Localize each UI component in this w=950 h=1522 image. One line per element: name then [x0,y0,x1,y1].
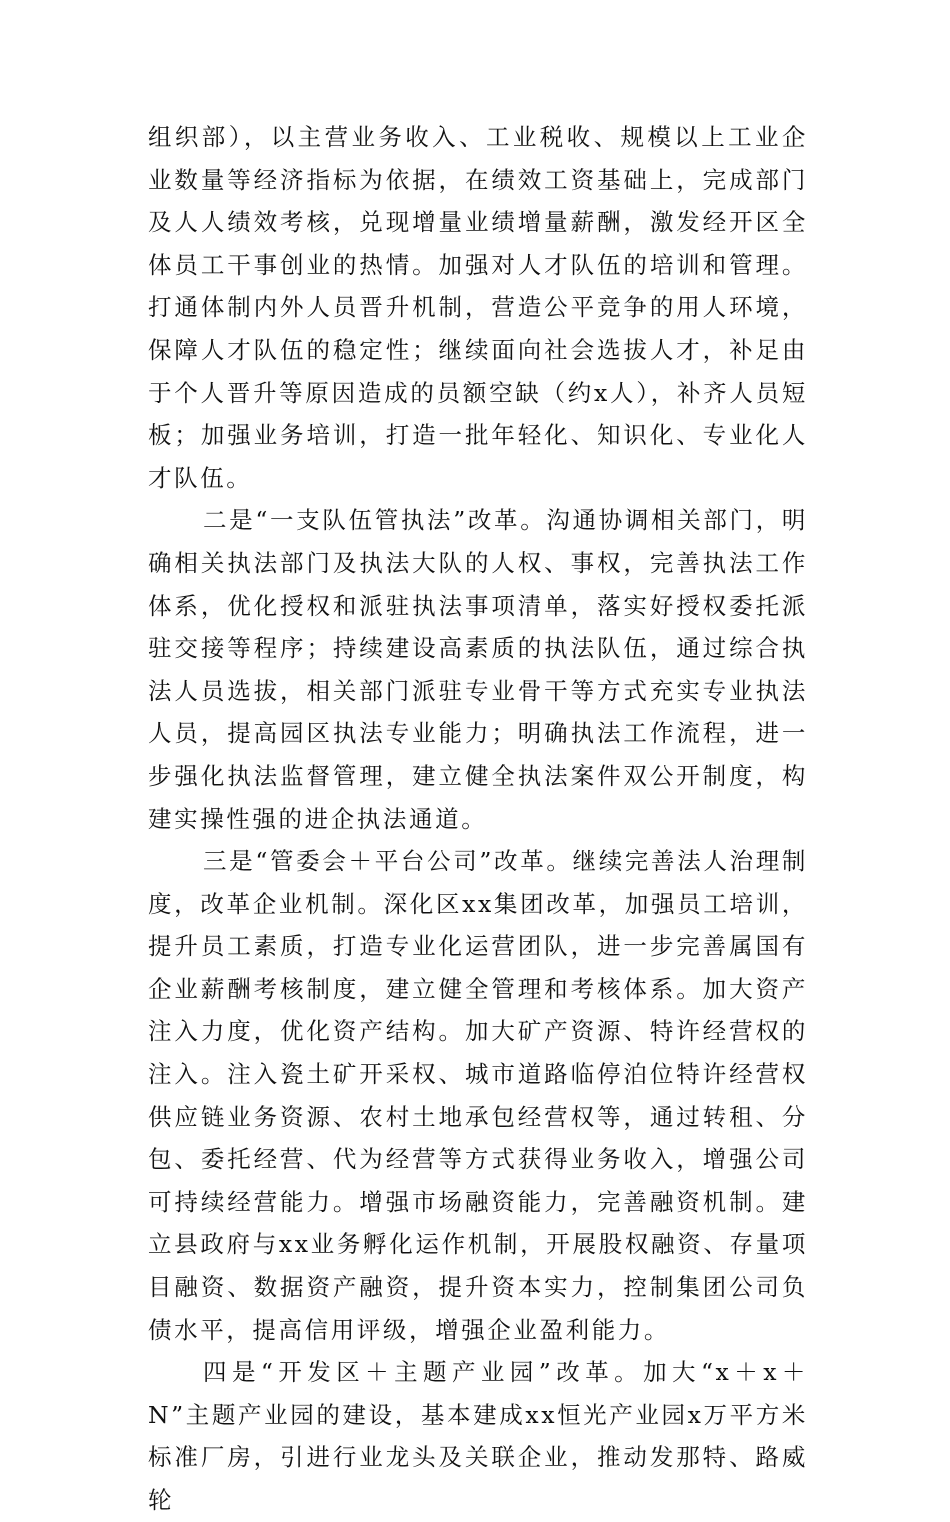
paragraph-platform-company-reform: 三是“管委会＋平台公司”改革。继续完善法人治理制度，改革企业机制。深化区xx集团改革，加强员工培训，提升员工素质，打造专业化运营团队，进一步完善属国有企业薪酬考核制度，建立健全管理和考核体系。加大资产注入力度，优化资产结构。加大矿产资源、特许经营权的注入。注入瓷土矿开采权、城市道路临停泊位特许经营权供应链业务资源、农村土地承包经营权等，通过转租、分包、委托经营、代为经营等方式获得业务收入，增强公司可持续经营能力。增强市场融资能力，完善融资机制。建立县政府与xx业务孵化运作机制，开展股权融资、存量项目融资、数据资产融资，提升资本实力，控制集团公司负债水平，提高信用评级，增强企业盈利能力。 [148,847,808,1344]
paragraph-industrial-park-reform: 四是“开发区＋主题产业园”改革。加大“x＋x＋N”主题产业园的建设，基本建成xx恒光产业园x万平方米标准厂房，引进行业龙头及关联企业，推动发那特、路威轮 [148,1358,808,1514]
paragraph-law-enforcement-reform: 二是“一支队伍管执法”改革。沟通协调相关部门，明确相关执法部门及执法大队的人权、事权，完善执法工作体系，优化授权和派驻执法事项清单，落实好授权委托派驻交接等程序；持续建设高素质的执法队伍，通过综合执法人员选拔，相关部门派驻专业骨干等方式充实专业执法人员，提高园区执法专业能力；明确执法工作流程，进一步强化执法监督管理，建立健全执法案件双公开制度，构建实操性强的进企执法通道。 [148,506,808,833]
paragraph-continuation: 组织部），以主营业务收入、工业税收、规模以上工业企业数量等经济指标为依据，在绩效工资基础上，完成部门及人人绩效考核，兑现增量业绩增量薪酬，激发经开区全体员工干事创业的热情。加强对人才队伍的培训和管理。打通体制内外人员晋升机制，营造公平竞争的用人环境，保障人才队伍的稳定性；继续面向社会选拔人才，补足由于个人晋升等原因造成的员额空缺（约x人），补齐人员短板；加强业务培训，打造一批年轻化、知识化、专业化人才队伍。 [148,123,808,492]
document-body [148,116,808,1522]
